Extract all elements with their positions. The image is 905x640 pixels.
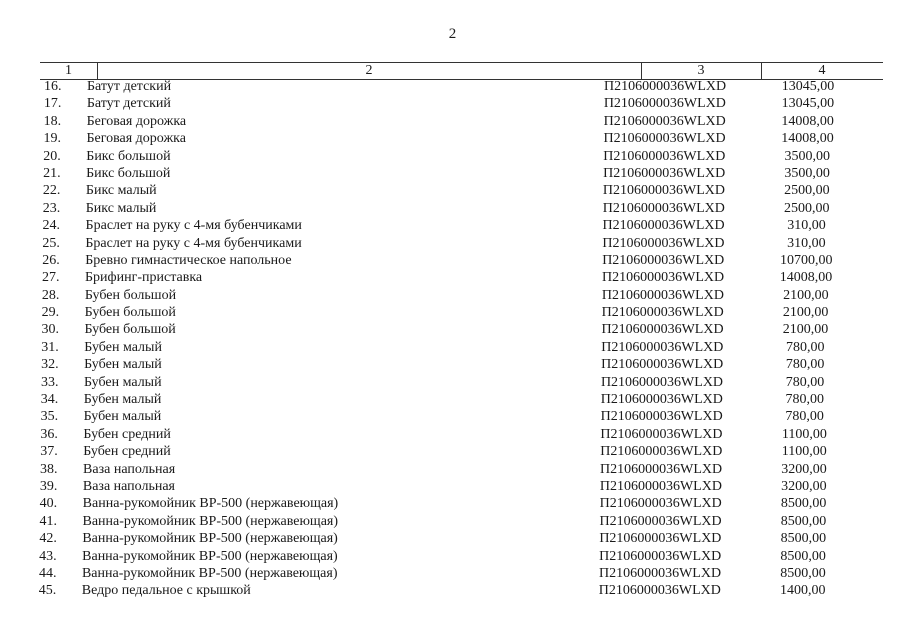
item-code: П2106000036WLXD bbox=[603, 165, 726, 181]
item-code: П2106000036WLXD bbox=[602, 218, 725, 234]
table-row bbox=[0, 201, 904, 218]
item-price: 10700,00 bbox=[779, 252, 833, 268]
item-price: 13045,00 bbox=[781, 96, 835, 112]
item-price: 8500,00 bbox=[780, 496, 827, 512]
table-row bbox=[0, 270, 903, 287]
table-row bbox=[0, 253, 903, 270]
item-name: Бубен малый bbox=[83, 392, 162, 408]
row-number: 39. bbox=[39, 478, 58, 494]
item-name: Ведро педальное с крышкой bbox=[81, 583, 251, 599]
item-price: 13045,00 bbox=[781, 79, 835, 94]
table-row bbox=[0, 583, 900, 600]
item-price: 310,00 bbox=[787, 235, 826, 251]
item-price: 780,00 bbox=[786, 339, 825, 355]
table-row bbox=[0, 392, 902, 409]
item-price: 1400,00 bbox=[780, 583, 826, 599]
row-number: 24. bbox=[42, 218, 61, 234]
item-code: П2106000036WLXD bbox=[599, 496, 722, 512]
row-number: 32. bbox=[41, 357, 59, 373]
item-name: Бубен малый bbox=[84, 339, 162, 355]
item-code: П2106000036WLXD bbox=[602, 235, 725, 251]
item-name: Бикс большой bbox=[86, 165, 171, 181]
item-code: П2106000036WLXD bbox=[601, 322, 724, 338]
table-row bbox=[0, 531, 900, 548]
item-name: Ванна-рукомойник ВР-500 (нержавеющая) bbox=[82, 496, 339, 512]
item-price: 8500,00 bbox=[780, 548, 826, 564]
table-row bbox=[0, 444, 901, 461]
item-price: 1100,00 bbox=[781, 444, 827, 460]
item-price: 2100,00 bbox=[783, 287, 829, 303]
item-price: 780,00 bbox=[785, 392, 825, 408]
item-code: П2106000036WLXD bbox=[600, 409, 723, 425]
item-price: 2100,00 bbox=[782, 305, 829, 321]
item-code: П2106000036WLXD bbox=[600, 392, 723, 408]
item-name: Ванна-рукомойник ВР-500 (нержавеющая) bbox=[82, 531, 338, 547]
table-row bbox=[0, 96, 905, 113]
item-price: 2500,00 bbox=[784, 183, 830, 199]
item-name: Бубен большой bbox=[84, 287, 177, 303]
table-row bbox=[0, 218, 904, 235]
item-code: П2106000036WLXD bbox=[600, 461, 723, 477]
table-body bbox=[0, 79, 905, 601]
row-number: 23. bbox=[42, 200, 61, 216]
row-number: 42. bbox=[39, 531, 57, 547]
table-row bbox=[0, 427, 901, 444]
item-name: Ванна-рукомойник ВР-500 (нержавеющая) bbox=[81, 565, 338, 581]
item-code: П2106000036WLXD bbox=[600, 374, 724, 390]
item-code: П2106000036WLXD bbox=[601, 357, 724, 373]
item-price: 310,00 bbox=[787, 218, 826, 234]
item-name: Брифинг-приставка bbox=[85, 270, 203, 286]
item-price: 1100,00 bbox=[781, 426, 827, 442]
item-name: Бикс малый bbox=[85, 200, 157, 216]
row-number: 33. bbox=[40, 374, 59, 390]
table-row bbox=[0, 514, 901, 531]
header-col-3: 3 bbox=[697, 63, 705, 78]
header-col-2: 2 bbox=[365, 63, 373, 78]
item-code: П2106000036WLXD bbox=[598, 565, 722, 581]
table-row bbox=[0, 183, 904, 200]
item-name: Ваза напольная bbox=[83, 461, 176, 477]
item-name: Беговая дорожка bbox=[86, 131, 186, 147]
row-number: 38. bbox=[40, 461, 58, 477]
item-code: П2106000036WLXD bbox=[601, 305, 724, 321]
item-price: 2500,00 bbox=[783, 200, 830, 216]
header-col-4: 4 bbox=[818, 63, 826, 78]
item-name: Ваза напольная bbox=[82, 478, 176, 494]
item-code: П2106000036WLXD bbox=[602, 270, 725, 286]
table-row bbox=[0, 375, 902, 392]
item-name: Бубен малый bbox=[83, 409, 162, 425]
table-row bbox=[0, 496, 901, 513]
row-number: 35. bbox=[40, 409, 59, 425]
table-row bbox=[0, 131, 904, 148]
item-price: 3200,00 bbox=[781, 478, 827, 494]
item-code: П2106000036WLXD bbox=[599, 548, 722, 564]
row-number: 28. bbox=[41, 287, 60, 303]
row-number: 25. bbox=[42, 235, 60, 251]
table-row bbox=[0, 322, 902, 339]
row-number: 34. bbox=[40, 392, 59, 408]
row-number: 41. bbox=[39, 513, 57, 529]
table-header bbox=[40, 62, 883, 80]
table-row bbox=[0, 114, 905, 131]
item-name: Бубен малый bbox=[83, 374, 162, 390]
item-price: 780,00 bbox=[785, 374, 825, 390]
row-number: 27. bbox=[42, 270, 60, 286]
table-row bbox=[0, 236, 903, 253]
row-number: 26. bbox=[42, 252, 60, 268]
item-name: Браслет на руку с 4-мя бубенчиками bbox=[85, 235, 302, 251]
row-number: 21. bbox=[43, 165, 61, 181]
item-name: Батут детский bbox=[87, 79, 172, 94]
row-number: 30. bbox=[41, 322, 59, 338]
row-number: 20. bbox=[43, 148, 61, 164]
item-price: 3200,00 bbox=[781, 461, 827, 477]
row-number: 37. bbox=[40, 444, 58, 460]
item-price: 14008,00 bbox=[781, 131, 834, 147]
table-row bbox=[0, 166, 904, 183]
item-name: Браслет на руку с 4-мя бубенчиками bbox=[85, 218, 302, 234]
table-row bbox=[0, 340, 902, 357]
table-row bbox=[0, 462, 901, 479]
header-col-1: 1 bbox=[65, 63, 72, 78]
item-price: 14008,00 bbox=[779, 270, 833, 286]
row-number: 29. bbox=[41, 305, 60, 321]
row-number: 19. bbox=[43, 131, 61, 147]
item-code: П2106000036WLXD bbox=[603, 113, 726, 129]
item-name: Бикс большой bbox=[86, 148, 171, 164]
row-number: 16. bbox=[44, 79, 62, 94]
item-price: 14008,00 bbox=[781, 113, 834, 129]
item-name: Ванна-рукомойник ВР-500 (нержавеющая) bbox=[82, 548, 338, 564]
item-price: 780,00 bbox=[785, 409, 824, 425]
item-name: Бикс малый bbox=[85, 183, 157, 199]
item-name: Бубен средний bbox=[83, 444, 171, 460]
table-row bbox=[0, 357, 902, 374]
item-code: П2106000036WLXD bbox=[600, 426, 723, 442]
item-code: П2106000036WLXD bbox=[598, 583, 721, 599]
table-row bbox=[0, 305, 903, 322]
item-price: 2100,00 bbox=[782, 322, 829, 338]
table-row bbox=[0, 549, 900, 566]
item-price: 8500,00 bbox=[780, 531, 827, 547]
row-number: 22. bbox=[42, 183, 61, 199]
row-number: 17. bbox=[43, 96, 62, 112]
item-name: Бубен малый bbox=[84, 357, 162, 373]
item-price: 8500,00 bbox=[780, 565, 826, 581]
item-code: П2106000036WLXD bbox=[601, 287, 724, 303]
item-price: 3500,00 bbox=[784, 148, 831, 164]
item-name: Ванна-рукомойник ВР-500 (нержавеющая) bbox=[82, 513, 339, 529]
table-row bbox=[0, 479, 901, 496]
row-number: 36. bbox=[40, 426, 58, 442]
item-name: Бревно гимнастическое напольное bbox=[85, 252, 292, 268]
item-code: П2106000036WLXD bbox=[602, 200, 725, 216]
item-name: Батут детский bbox=[86, 96, 171, 112]
item-code: П2106000036WLXD bbox=[599, 531, 722, 547]
item-code: П2106000036WLXD bbox=[603, 131, 726, 147]
item-code: П2106000036WLXD bbox=[599, 478, 722, 494]
item-code: П2106000036WLXD bbox=[604, 79, 727, 94]
row-number: 18. bbox=[43, 113, 62, 129]
item-name: Беговая дорожка bbox=[86, 113, 187, 129]
table-row bbox=[0, 409, 902, 426]
row-number: 40. bbox=[39, 496, 58, 512]
item-price: 3500,00 bbox=[784, 165, 830, 181]
item-price: 780,00 bbox=[785, 357, 825, 373]
row-number: 45. bbox=[38, 583, 57, 599]
page-number: 2 bbox=[448, 26, 457, 42]
item-code: П2106000036WLXD bbox=[602, 252, 725, 268]
row-number: 43. bbox=[39, 548, 57, 564]
item-name: Бубен средний bbox=[83, 426, 171, 442]
row-number: 31. bbox=[41, 339, 59, 355]
item-name: Бубен большой bbox=[84, 305, 176, 321]
table-row bbox=[0, 566, 900, 583]
item-code: П2106000036WLXD bbox=[599, 513, 722, 529]
table-row bbox=[0, 288, 903, 305]
item-name: Бубен большой bbox=[84, 322, 176, 338]
item-code: П2106000036WLXD bbox=[600, 444, 723, 460]
row-number: 44. bbox=[38, 565, 57, 581]
table-row bbox=[0, 149, 904, 166]
item-price: 8500,00 bbox=[780, 513, 827, 529]
item-code: П2106000036WLXD bbox=[601, 339, 724, 355]
item-code: П2106000036WLXD bbox=[603, 148, 726, 164]
item-code: П2106000036WLXD bbox=[603, 96, 726, 112]
table-row bbox=[0, 79, 905, 96]
item-code: П2106000036WLXD bbox=[602, 183, 726, 199]
